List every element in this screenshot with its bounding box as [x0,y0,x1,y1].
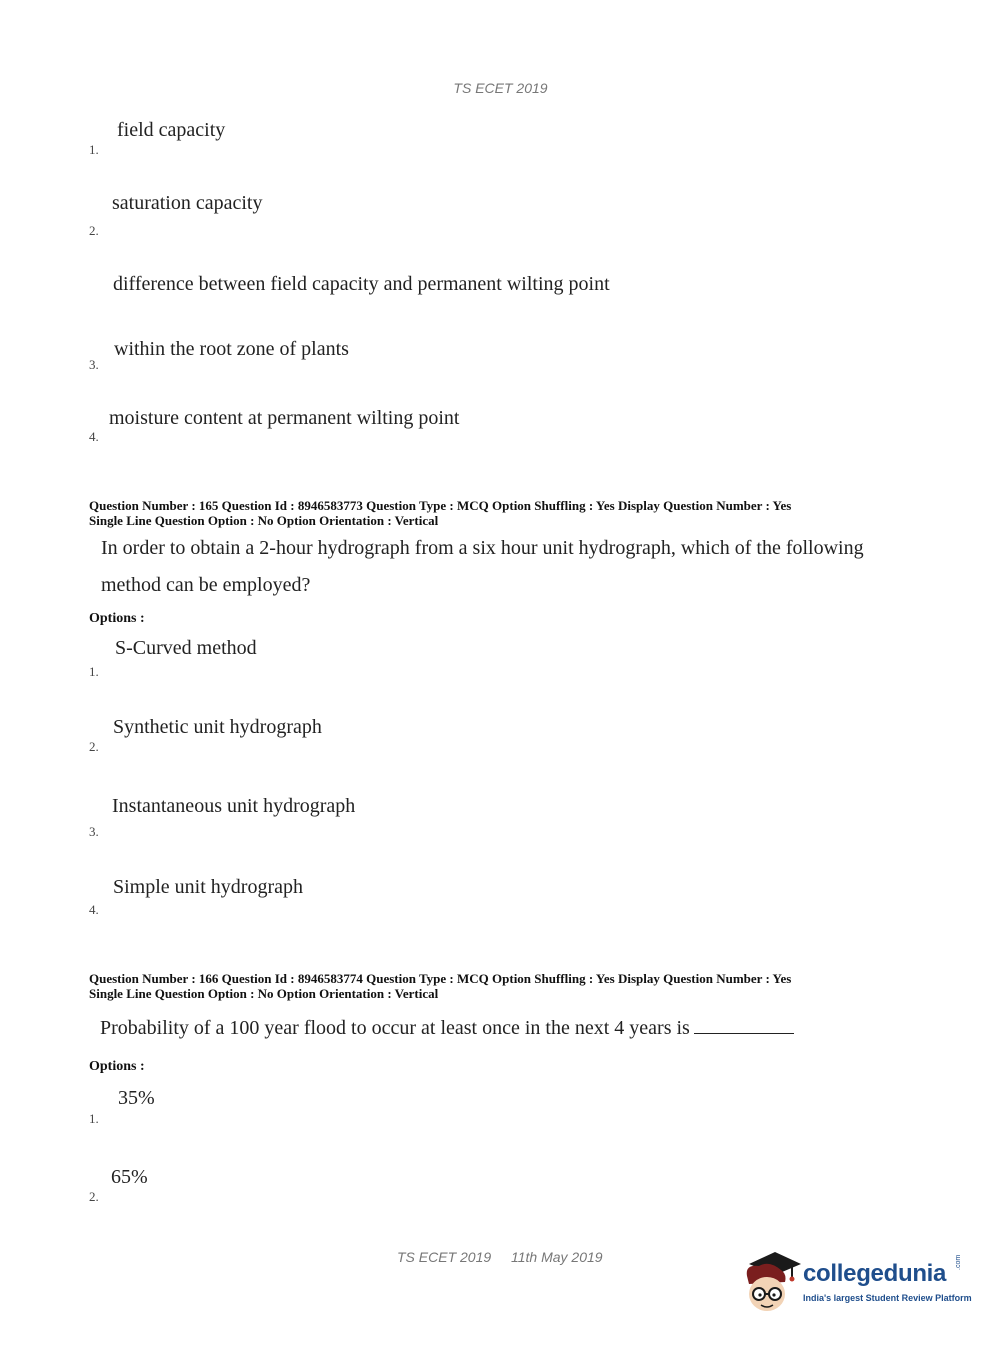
logo-name: collegedunia [803,1260,947,1287]
logo-tagline: India's largest Student Review Platform [803,1293,972,1303]
footer-exam: TS ECET 2019 [397,1249,492,1265]
prev-option-2-number: 2. [89,223,99,238]
answer-blank [694,1015,794,1034]
q165-option-1-text: S-Curved method [115,637,257,659]
q165-option-3-text: Instantaneous unit hydrograph [112,795,356,817]
q165-text-line2: method can be employed? [101,574,311,596]
prev-option-1-text: field capacity [117,119,226,141]
prev-option-3-number: 3. [89,357,99,372]
q166-text [100,1015,794,1040]
q165-option-1-number: 1. [89,664,99,679]
q166-option-2-number: 2. [89,1189,99,1204]
logo-domain: .com [955,1254,962,1270]
prev-option-4-number: 4. [89,429,99,444]
q165-meta-line2: Single Line Question Option : No Option Orientation : Vertical [89,513,439,528]
q165-meta-line1: Question Number : 165 Question Id : 8946583773 Question Type : MCQ Option Shuffling : Yes Display Question Number : Yes [89,498,792,513]
prev-option-4-text: moisture content at permanent wilting point [109,407,460,429]
q165-text-line1: In order to obtain a 2-hour hydrograph from a six hour unit hydrograph, which of the following [101,537,864,559]
q165-option-4-text: Simple unit hydrograph [113,876,303,898]
q166-option-1-number: 1. [89,1111,99,1126]
prev-option-2-text: saturation capacity [112,192,263,214]
prev-option-3-text-line2: within the root zone of plants [114,338,349,360]
q165-option-2-text: Synthetic unit hydrograph [113,716,322,738]
q166-option-2-text: 65% [111,1166,148,1188]
collegedunia-logo [741,1248,972,1318]
q166-meta-line2: Single Line Question Option : No Option Orientation : Vertical [89,986,439,1001]
q166-options-label: Options : [89,1059,145,1074]
q165-option-2-number: 2. [89,739,99,754]
prev-option-1-number: 1. [89,142,99,157]
mascot-icon [741,1250,803,1314]
q166-option-1-text: 35% [118,1087,155,1109]
q165-option-3-number: 3. [89,824,99,839]
prev-option-3-text-line1: difference between field capacity and permanent wilting point [113,273,610,295]
q166-meta-line1: Question Number : 166 Question Id : 8946583774 Question Type : MCQ Option Shuffling : Yes Display Question Number : Yes [89,971,792,986]
footer-date: 11th May 2019 [511,1249,603,1265]
q166-text-content: Probability of a 100 year flood to occur at least once in the next 4 years is [100,1017,690,1039]
q165-option-4-number: 4. [89,902,99,917]
page-header: TS ECET 2019 [453,80,548,96]
q165-options-label: Options : [89,611,145,626]
